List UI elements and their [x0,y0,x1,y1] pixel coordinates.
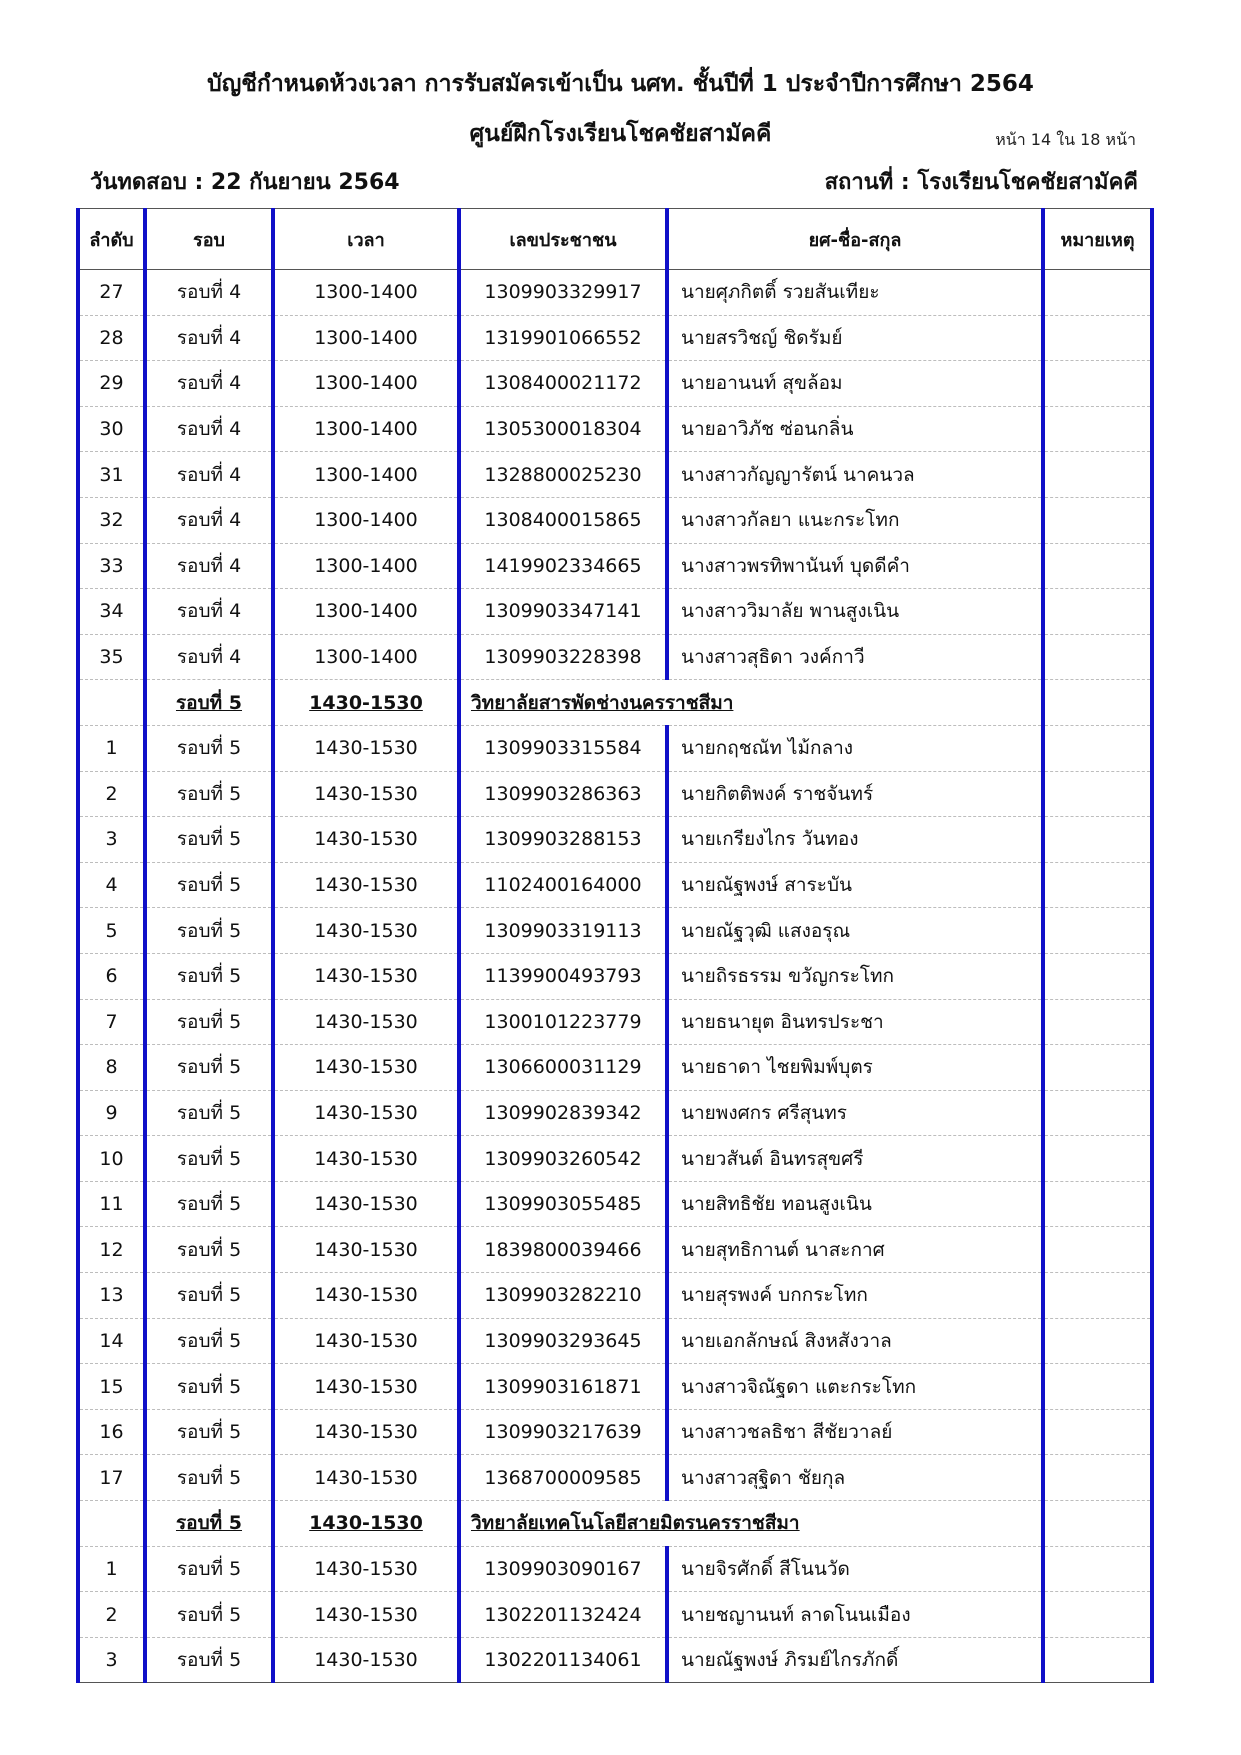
row-round: รอบที่ 5 [145,1136,273,1182]
row-citizen-id: 1309903293645 [459,1318,667,1364]
row-citizen-id: 1839800039466 [459,1227,667,1273]
row-time: 1300-1400 [273,406,459,452]
row-citizen-id: 1102400164000 [459,862,667,908]
table-row [78,1364,1152,1410]
table-row [78,1546,1152,1592]
row-note [1043,1546,1152,1592]
row-name: นายกฤชณัท ไม้กลาง [667,725,1043,771]
page-indicator: หน้า 14 ใน 18 หน้า [995,130,1136,149]
column-header-no: ลำดับ [78,209,145,270]
row-name: นางสาวสุธิดา วงค์กาวี [667,634,1043,680]
section-school-name: วิทยาลัยเทคโนโลยีสายมิตรนครราชสีมา [459,1501,1043,1547]
row-citizen-id: 1309903319113 [459,908,667,954]
row-note [1043,1045,1152,1091]
row-time: 1430-1530 [273,908,459,954]
row-time: 1430-1530 [273,953,459,999]
row-note [1043,1318,1152,1364]
row-number: 30 [78,406,145,452]
row-round: รอบที่ 5 [145,862,273,908]
row-time: 1300-1400 [273,361,459,407]
row-time: 1430-1530 [273,1273,459,1319]
row-name: นายอานนท์ สุขล้อม [667,361,1043,407]
row-time: 1300-1400 [273,270,459,316]
row-time: 1430-1530 [273,1455,459,1501]
row-name: นายสรวิชญ์ ชิดรัมย์ [667,315,1043,361]
row-number: 1 [78,725,145,771]
row-number: 13 [78,1273,145,1319]
row-name: นางสาวกัญญารัตน์ นาคนวล [667,452,1043,498]
row-name: นายเอกลักษณ์ สิงหสังวาล [667,1318,1043,1364]
table-row [78,270,1152,316]
row-citizen-id: 1308400015865 [459,497,667,543]
row-citizen-id: 1368700009585 [459,1455,667,1501]
row-time: 1430-1530 [273,1318,459,1364]
row-name: นายเกรียงไกร วันทอง [667,817,1043,863]
table-row [78,589,1152,635]
table-row [78,1318,1152,1364]
row-round: รอบที่ 4 [145,634,273,680]
row-time: 1430-1530 [273,862,459,908]
row-citizen-id: 1309903055485 [459,1181,667,1227]
section-round: รอบที่ 5 [145,680,273,726]
table-row [78,1592,1152,1638]
row-number: 2 [78,771,145,817]
row-number: 11 [78,1181,145,1227]
row-round: รอบที่ 5 [145,1364,273,1410]
table-row [78,1136,1152,1182]
row-note [1043,953,1152,999]
row-round: รอบที่ 5 [145,1455,273,1501]
table-row [78,1455,1152,1501]
column-header-time: เวลา [273,209,459,270]
row-number: 33 [78,543,145,589]
row-note [1043,1455,1152,1501]
row-name: นายศุภกิตติ์ รวยสันเทียะ [667,270,1043,316]
row-citizen-id: 1319901066552 [459,315,667,361]
row-round: รอบที่ 5 [145,1409,273,1455]
row-number: 4 [78,862,145,908]
applicant-table [76,208,1154,1683]
row-name: นายณัฐวุฒิ แสงอรุณ [667,908,1043,954]
table-row [78,999,1152,1045]
row-number: 7 [78,999,145,1045]
row-number: 29 [78,361,145,407]
row-note [1043,771,1152,817]
row-name: นางสาวชลธิชา สีชัยวาลย์ [667,1409,1043,1455]
table-row [78,497,1152,543]
row-citizen-id: 1305300018304 [459,406,667,452]
training-center-name: ศูนย์ฝึกโรงเรียนโชคชัยสามัคคี [469,121,772,147]
row-citizen-id: 1309903260542 [459,1136,667,1182]
row-name: นายณัฐพงษ์ ภิรมย์ไกรภักดิ์ [667,1637,1043,1683]
row-note [1043,1592,1152,1638]
row-note [1043,1136,1152,1182]
table-row [78,1409,1152,1455]
row-name: นายถิรธรรม ขวัญกระโทก [667,953,1043,999]
row-time: 1430-1530 [273,1592,459,1638]
row-note [1043,361,1152,407]
row-citizen-id: 1309903161871 [459,1364,667,1410]
row-citizen-id: 1302201134061 [459,1637,667,1683]
row-note [1043,999,1152,1045]
row-name: นางสาววิมาลัย พานสูงเนิน [667,589,1043,635]
row-time: 1430-1530 [273,1546,459,1592]
table-row [78,771,1152,817]
section-header-row [78,1501,1152,1547]
section-blank-cell [78,1501,145,1547]
row-citizen-id: 1309903228398 [459,634,667,680]
table-row [78,862,1152,908]
row-name: นางสาวสุฐิดา ชัยกุล [667,1455,1043,1501]
row-citizen-id: 1419902334665 [459,543,667,589]
row-note [1043,1181,1152,1227]
document-title: บัญชีกำหนดห้วงเวลา การรับสมัครเข้าเป็น นศท. ชั้นปีที่ 1 ประจำปีการศึกษา 2564 [207,71,1034,97]
table-body [78,270,1152,1683]
row-number: 35 [78,634,145,680]
row-number: 2 [78,1592,145,1638]
row-number: 17 [78,1455,145,1501]
row-number: 5 [78,908,145,954]
row-name: นายณัฐพงษ์ สาระบัน [667,862,1043,908]
row-round: รอบที่ 4 [145,361,273,407]
row-time: 1430-1530 [273,999,459,1045]
row-round: รอบที่ 5 [145,725,273,771]
row-number: 32 [78,497,145,543]
row-round: รอบที่ 5 [145,1045,273,1091]
row-time: 1300-1400 [273,634,459,680]
row-number: 3 [78,817,145,863]
row-time: 1430-1530 [273,1090,459,1136]
row-citizen-id: 1308400021172 [459,361,667,407]
row-citizen-id: 1309902839342 [459,1090,667,1136]
row-time: 1430-1530 [273,771,459,817]
table-header-row [78,209,1152,270]
section-round: รอบที่ 5 [145,1501,273,1547]
row-time: 1430-1530 [273,1045,459,1091]
section-time: 1430-1530 [273,1501,459,1547]
table-row [78,1090,1152,1136]
row-number: 3 [78,1637,145,1683]
row-note [1043,908,1152,954]
row-number: 1 [78,1546,145,1592]
row-round: รอบที่ 4 [145,315,273,361]
row-name: นายสุทธิกานต์ นาสะกาศ [667,1227,1043,1273]
row-number: 16 [78,1409,145,1455]
row-number: 10 [78,1136,145,1182]
row-number: 8 [78,1045,145,1091]
row-name: นายธาดา ไชยพิมพ์บุตร [667,1045,1043,1091]
row-number: 27 [78,270,145,316]
section-time: 1430-1530 [273,680,459,726]
table-row [78,406,1152,452]
row-citizen-id: 1328800025230 [459,452,667,498]
row-number: 12 [78,1227,145,1273]
section-school-name: วิทยาลัยสารพัดช่างนครราชสีมา [459,680,1043,726]
row-citizen-id: 1309903282210 [459,1273,667,1319]
table-row [78,452,1152,498]
row-round: รอบที่ 5 [145,771,273,817]
row-note [1043,406,1152,452]
row-round: รอบที่ 5 [145,1318,273,1364]
row-name: นางสาวกัลยา แนะกระโทก [667,497,1043,543]
row-citizen-id: 1300101223779 [459,999,667,1045]
row-round: รอบที่ 5 [145,1273,273,1319]
column-header-citizen-id: เลขประชาชน [459,209,667,270]
row-name: นายพงศกร ศรีสุนทร [667,1090,1043,1136]
row-note [1043,1364,1152,1410]
row-round: รอบที่ 5 [145,1090,273,1136]
row-time: 1430-1530 [273,725,459,771]
row-citizen-id: 1309903217639 [459,1409,667,1455]
table-row [78,361,1152,407]
row-name: นายอาวิภัช ซ่อนกลิ่น [667,406,1043,452]
row-number: 6 [78,953,145,999]
table-row [78,817,1152,863]
row-note [1043,634,1152,680]
row-note [1043,1273,1152,1319]
row-name: นายสิทธิชัย ทอนสูงเนิน [667,1181,1043,1227]
row-note [1043,315,1152,361]
row-name: นายวสันต์ อินทรสุขศรี [667,1136,1043,1182]
row-round: รอบที่ 4 [145,543,273,589]
table-row [78,1045,1152,1091]
row-note [1043,543,1152,589]
row-name: นายจิรศักดิ์ สีโนนวัด [667,1546,1043,1592]
row-note [1043,862,1152,908]
column-header-round: รอบ [145,209,273,270]
row-time: 1300-1400 [273,543,459,589]
row-round: รอบที่ 4 [145,497,273,543]
row-note [1043,589,1152,635]
row-time: 1430-1530 [273,1364,459,1410]
row-round: รอบที่ 5 [145,908,273,954]
row-number: 14 [78,1318,145,1364]
row-time: 1300-1400 [273,452,459,498]
table-row [78,1273,1152,1319]
section-note-cell [1043,680,1152,726]
row-round: รอบที่ 4 [145,589,273,635]
row-number: 28 [78,315,145,361]
row-number: 34 [78,589,145,635]
row-round: รอบที่ 5 [145,1637,273,1683]
table-row [78,634,1152,680]
table-row [78,1637,1152,1683]
row-round: รอบที่ 5 [145,1592,273,1638]
row-time: 1430-1530 [273,1136,459,1182]
row-note [1043,725,1152,771]
row-note [1043,497,1152,543]
row-round: รอบที่ 5 [145,999,273,1045]
row-citizen-id: 1309903347141 [459,589,667,635]
row-round: รอบที่ 5 [145,953,273,999]
row-round: รอบที่ 5 [145,1181,273,1227]
row-round: รอบที่ 4 [145,406,273,452]
row-citizen-id: 1309903315584 [459,725,667,771]
row-name: นายชญานนท์ ลาดโนนเมือง [667,1592,1043,1638]
row-round: รอบที่ 4 [145,452,273,498]
row-time: 1300-1400 [273,589,459,635]
section-note-cell [1043,1501,1152,1547]
row-round: รอบที่ 5 [145,1227,273,1273]
table-row [78,543,1152,589]
table-row [78,725,1152,771]
row-number: 9 [78,1090,145,1136]
table-row [78,908,1152,954]
row-note [1043,1090,1152,1136]
row-number: 31 [78,452,145,498]
row-citizen-id: 1302201132424 [459,1592,667,1638]
row-name: นายธนายุต อินทรประชา [667,999,1043,1045]
exam-venue: สถานที่ : โรงเรียนโชคชัยสามัคคี [824,170,1138,195]
row-note [1043,452,1152,498]
exam-date: วันทดสอบ : 22 กันยายน 2564 [90,170,400,195]
row-name: นางสาวพรทิพานันท์ บุดดีคำ [667,543,1043,589]
section-blank-cell [78,680,145,726]
row-time: 1430-1530 [273,1409,459,1455]
row-citizen-id: 1309903090167 [459,1546,667,1592]
row-time: 1300-1400 [273,497,459,543]
row-round: รอบที่ 5 [145,1546,273,1592]
row-note [1043,1227,1152,1273]
column-header-name: ยศ-ชื่อ-สกุล [667,209,1043,270]
row-round: รอบที่ 5 [145,817,273,863]
table-row [78,1227,1152,1273]
row-time: 1430-1530 [273,1181,459,1227]
row-time: 1430-1530 [273,1637,459,1683]
row-note [1043,270,1152,316]
row-time: 1430-1530 [273,817,459,863]
row-name: นายสุรพงค์ บกกระโทก [667,1273,1043,1319]
row-time: 1430-1530 [273,1227,459,1273]
row-round: รอบที่ 4 [145,270,273,316]
row-note [1043,817,1152,863]
row-citizen-id: 1306600031129 [459,1045,667,1091]
row-note [1043,1409,1152,1455]
row-citizen-id: 1309903329917 [459,270,667,316]
row-number: 15 [78,1364,145,1410]
row-citizen-id: 1309903286363 [459,771,667,817]
section-header-row [78,680,1152,726]
row-note [1043,1637,1152,1683]
row-citizen-id: 1309903288153 [459,817,667,863]
row-citizen-id: 1139900493793 [459,953,667,999]
row-name: นางสาวจิณัฐดา แตะกระโทก [667,1364,1043,1410]
column-header-note: หมายเหตุ [1043,209,1152,270]
table-row [78,1181,1152,1227]
row-time: 1300-1400 [273,315,459,361]
table-row [78,953,1152,999]
table-row [78,315,1152,361]
row-name: นายกิตติพงค์ ราชจันทร์ [667,771,1043,817]
